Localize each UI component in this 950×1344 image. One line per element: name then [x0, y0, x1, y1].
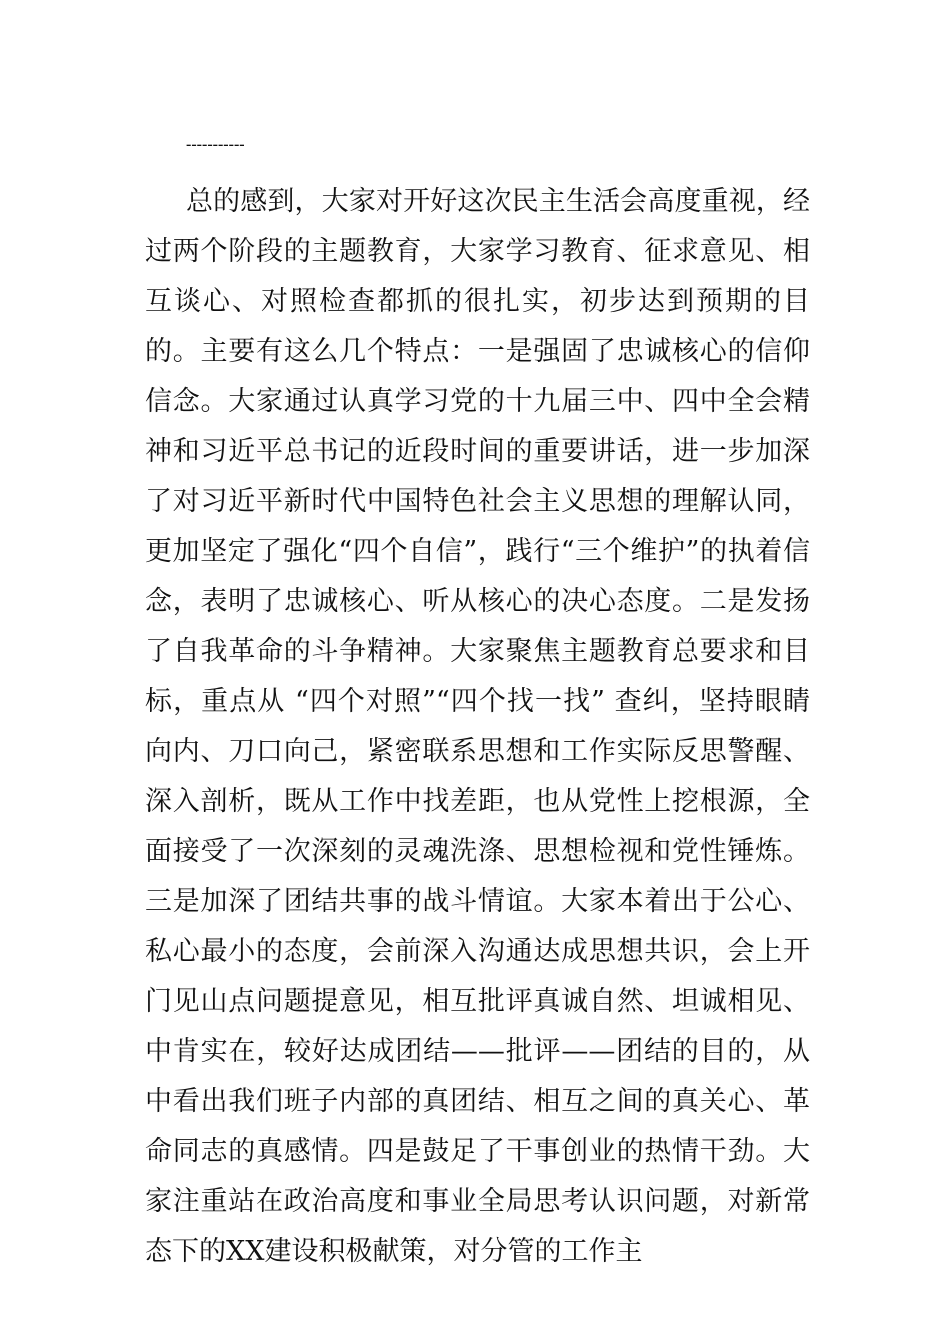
separator-line: -----------	[186, 136, 245, 153]
body-paragraph: 总的感到，大家对开好这次民主生活会高度重视，经过两个阶段的主题教育，大家学习教育、征求意见、相互谈心、对照检查都抓的很扎实，初步达到预期的目的。主要有这么几个特点：一是强固了忠诚核心的信仰信念。大家通过认真学习党的十九届三中、四中全会精神和习近平总书记的近段时间的重要讲话，进一步加深了对习近平新时代中国特色社会主义思想的理解认同，更加坚定了强化“四个自信”，践行“三个维护”的执着信念，表明了忠诚核心、听从核心的决心态度。二是发扬了自我革命的斗争精神。大家聚焦主题教育总要求和目标，重点从 “四个对照”“四个找一找” 查纠，坚持眼睛向内、刀口向己，紧密联系思想和工作实际反思警醒、深入剖析，既从工作中找差距，也从党性上挖根源，全面接受了一次深刻的灵魂洗涤、思想检视和党性锤炼。三是加深了团结共事的战斗情谊。大家本着出于公心、私心最小的态度，会前深入沟通达成思想共识，会上开门见山点问题提意见，相互批评真诚自然、坦诚相见、中肯实在，较好达成团结——批评——团结的目的，从中看出我们班子内部的真团结、相互之间的真关心、革命同志的真感情。四是鼓足了干事创业的热情干劲。大家注重站在政治高度和事业全局思考认识问题，对新常态下的XX建设积极献策，对分管的工作主	[145, 186, 810, 1267]
